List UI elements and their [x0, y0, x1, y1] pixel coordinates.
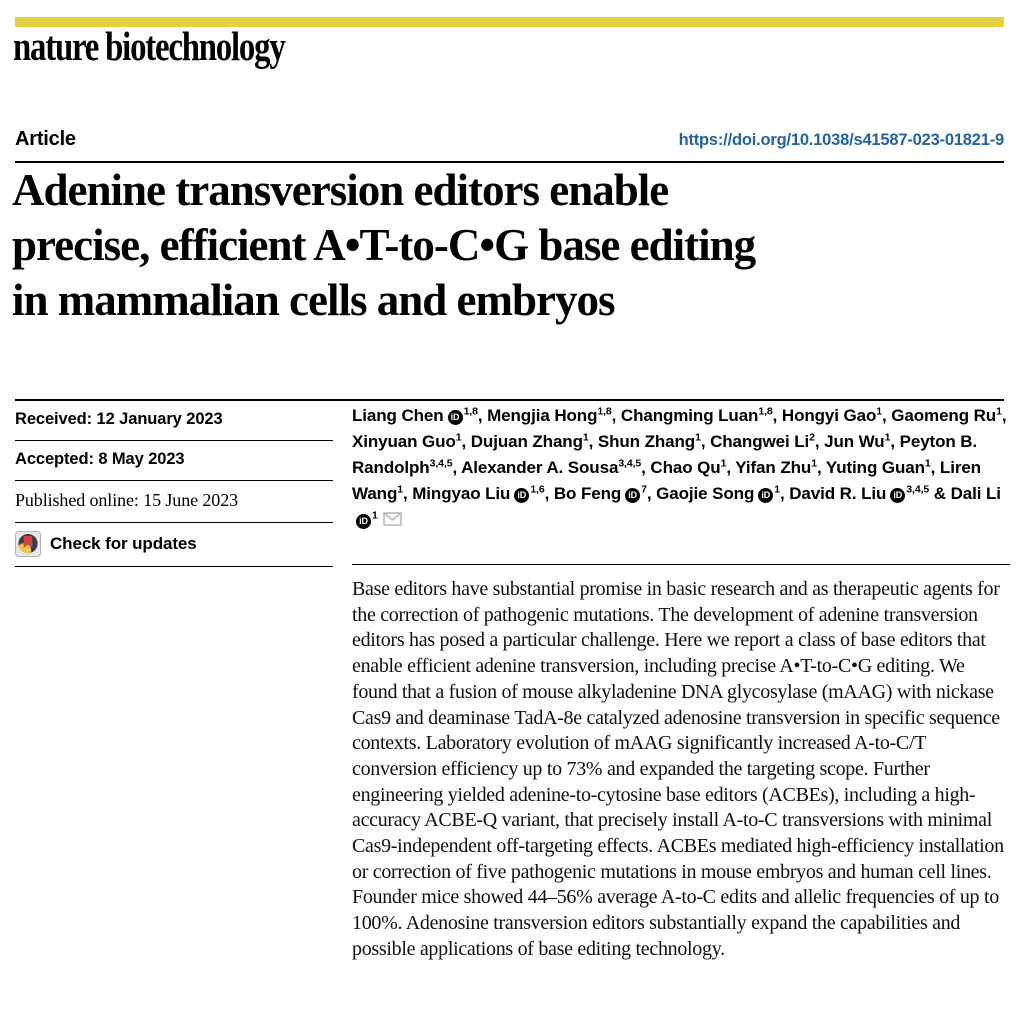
orcid-icon[interactable]: iD: [514, 488, 529, 503]
author-name: Alexander A. Sousa: [461, 458, 619, 477]
orcid-icon[interactable]: iD: [890, 488, 905, 503]
author-name: Gaomeng Ru: [891, 406, 997, 425]
article-title: [12, 163, 1012, 328]
author-name: Dali Li: [950, 484, 1001, 503]
author-affiliation-superscript: 1,8: [597, 405, 612, 418]
author-affiliation-superscript: 3,4,5: [429, 457, 453, 470]
author-affiliation-superscript: 1: [372, 509, 378, 522]
doi-link[interactable]: https://doi.org/10.1038/s41587-023-01821-9: [678, 131, 1004, 149]
author-name: Dujuan Zhang: [470, 432, 583, 451]
author-name: Chao Qu: [650, 458, 721, 477]
author-affiliation-superscript: 2: [809, 431, 815, 444]
author-name: Mingyao Liu: [412, 484, 511, 503]
author-name: Liang Chen: [352, 406, 444, 425]
author-affiliation-superscript: 1: [774, 483, 780, 496]
title-line: precise, efficient A•T-to-C•G base editing: [12, 220, 756, 270]
email-envelope-icon[interactable]: [383, 511, 402, 530]
author-name: Shun Zhang: [597, 432, 696, 451]
author-affiliation-superscript: 1: [884, 431, 891, 444]
author-name: David R. Liu: [789, 484, 887, 503]
author-affiliation-superscript: 1: [695, 431, 701, 444]
author-affiliation-superscript: 7: [641, 483, 647, 496]
author-affiliation-superscript: 1,8: [463, 405, 478, 418]
author-name: Liren Wang: [352, 458, 981, 503]
article-type-label: Article: [15, 128, 76, 150]
author-affiliation-superscript: 1,8: [758, 405, 773, 418]
orcid-icon[interactable]: iD: [448, 410, 463, 425]
author-name: Bo Feng: [553, 484, 622, 503]
author-affiliation-superscript: 1,6: [530, 483, 545, 496]
orcid-icon[interactable]: iD: [758, 488, 773, 503]
abstract: [352, 564, 1010, 963]
orcid-icon[interactable]: iD: [625, 488, 640, 503]
author-affiliation-superscript: 1: [720, 457, 727, 470]
author-name: Hongyi Gao: [781, 406, 877, 425]
author-name: Changming Luan: [620, 406, 759, 425]
author-affiliation-superscript: 1: [924, 457, 931, 470]
author-name: Changwei Li: [710, 432, 810, 451]
check-for-updates-label: Check for updates: [50, 534, 197, 553]
author-affiliation-superscript: 1: [455, 431, 462, 444]
crossmark-icon: [15, 531, 41, 557]
author-name: Yifan Zhu: [735, 458, 812, 477]
title-line: in mammalian cells and embryos: [12, 275, 615, 325]
author-name: Peyton B. Randolph: [352, 432, 978, 477]
author-name: Xinyuan Guo: [352, 432, 456, 451]
author-affiliation-superscript: 1: [582, 431, 589, 444]
author-name: Gaojie Song: [656, 484, 755, 503]
author-affiliation-superscript: 1: [876, 405, 883, 418]
author-affiliation-superscript: 3,4,5: [906, 483, 930, 496]
article-header: [15, 128, 1004, 163]
published-date: Published online: 15 June 2023: [15, 481, 333, 523]
author-list: Liang Chen iD $^{1,8}$, Mengjia Hong$^{1,8}$, Changming Luan$^{1,8}$, Hongyi Gao$^1$, Gaomeng Ru$^1$, Xinyuan Guo$^1$, Dujuan Zhang$^1$, Shun Zhang$^1$, Changwei Li$^2$, Jun Wu$^1$, Peyton B. Randolph$^{3,4,5}$, Alexander A. Sousa$^{3,4,5}$, Chao Qu$^1$, Yifan Zhu$^1$, Yuting Guan$^1$, Liren Wang$^1$, Mingyao Liu iD $^{1,6}$, Bo Feng iD $^7$, Gaojie Song iD $^1$, David R. Liu iD $^{3,4,5}$ & Dali LiiD $^1$: [352, 403, 1012, 534]
journal-logo: nature biotechnology: [13, 23, 285, 69]
author-affiliation-superscript: 1: [996, 405, 1002, 418]
author-affiliation-superscript: 3,4,5: [618, 457, 642, 470]
author-affiliation-superscript: 1: [811, 457, 817, 470]
author-name: Jun Wu: [824, 432, 885, 451]
author-name: Mengjia Hong: [487, 406, 598, 425]
abstract-text: Base editors have substantial promise in basic research and as therapeutic agents for the correction of pathogenic mutations. The development of adenine transversion editors has posed a particular challenge. Here we report a class of base editors that enable efficient adenine transversion, including precise A•T-to-C•G editing. We found that a fusion of mouse alkyladenine DNA glycosylase (mAAG) with nickase Cas9 and deaminase TadA-8e catalyzed adenosine transversion in specific sequence contexts. Laboratory evolution of mAAG significantly increased A-to-C/T conversion efficiency up to 73% and expanded the targeting scope. Further engineering yielded adenine-to-cytosine base editors (ACBEs), including a high-accuracy ACBE-Q variant, that precisely install A-to-C transversions with minimal Cas9-independent off-targeting effects. ACBEs mediated high-efficiency installation or correction of five pathogenic mutations in mouse embryos and human cell lines. Founder mice showed 44–56% average A-to-C edits and allelic frequencies of up to 100%. Adenosine transversion editors substantially expand the capabilities and possible applications of base editing technology.: [352, 578, 1004, 960]
author-affiliation-superscript: 1: [397, 483, 403, 496]
received-date: Received: 12 January 2023: [15, 401, 333, 441]
orcid-icon[interactable]: iD: [356, 514, 371, 529]
article-meta-panel: [15, 401, 333, 567]
title-line: Adenine transversion editors enable: [12, 165, 669, 215]
check-for-updates-button[interactable]: [15, 523, 333, 567]
author-name: Yuting Guan: [825, 458, 925, 477]
accepted-date: Accepted: 8 May 2023: [15, 441, 333, 481]
